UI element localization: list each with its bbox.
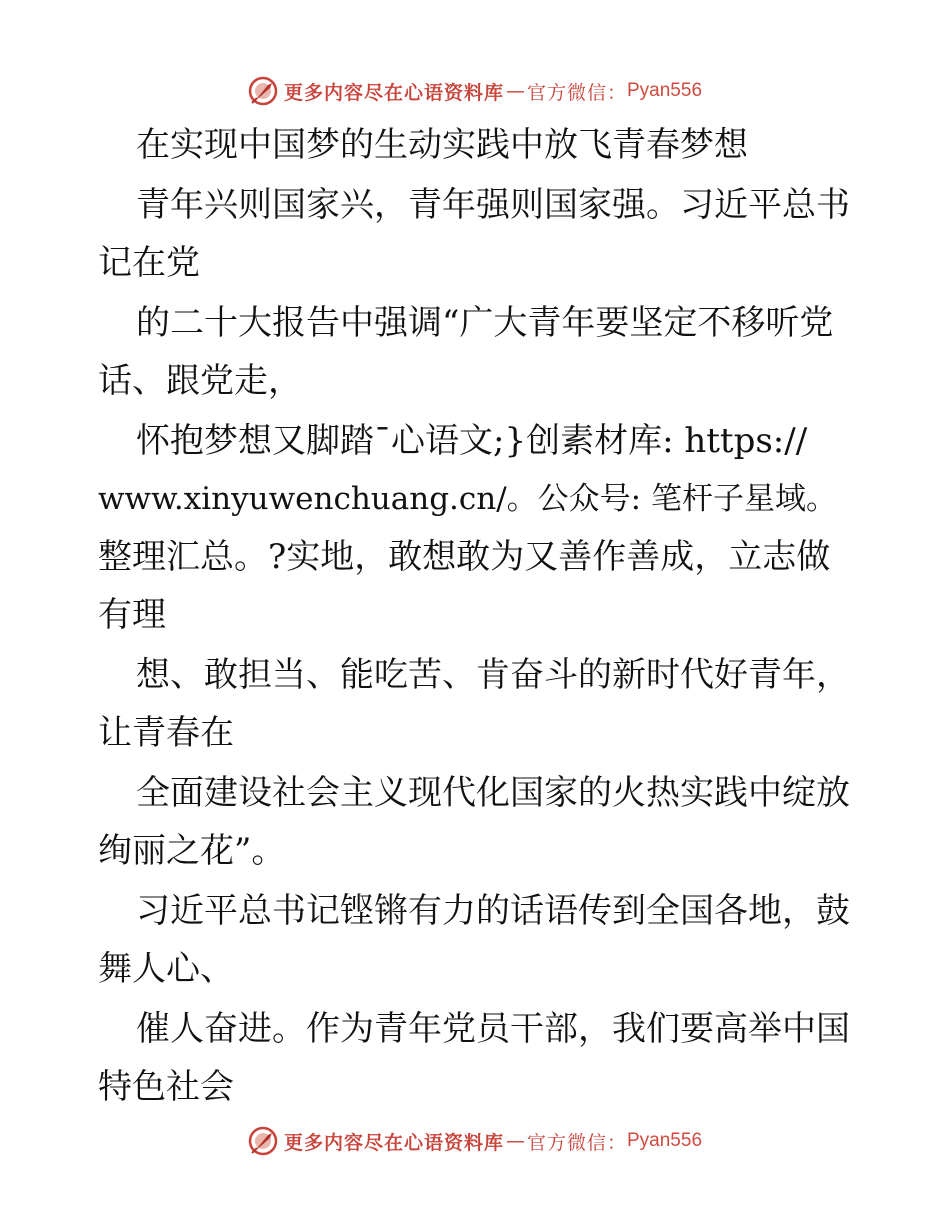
text-line: 在实现中国梦的生动实践中放飞青春梦想	[136, 125, 748, 165]
text-line: 记在党	[98, 243, 200, 283]
text-line: 全面建设社会主义现代化国家的火热实践中绽放	[136, 773, 850, 813]
text-line: 让青春在	[98, 713, 234, 753]
text-line: 青年兴则国家兴，青年强则国家强。习近平总书	[136, 185, 850, 225]
footer-banner	[0, 1121, 950, 1161]
footer-wechat-label: 官方微信：	[526, 1131, 627, 1154]
text-line: 的二十大报告中强调“广大青年要坚定不移听党	[136, 303, 834, 343]
text-line: 怀抱梦想又脚踏¯心语文;}创素材库: https://	[136, 421, 808, 461]
header-banner-text: 更多内容尽在心语资料库	[283, 81, 504, 104]
footer-wechat-id: Pyan556	[627, 1130, 703, 1151]
quill-logo-icon	[248, 76, 278, 106]
text-line: 想、敢担当、能吃苦、肯奋斗的新时代好青年，	[136, 655, 850, 695]
text-line: 特色社会	[98, 1067, 234, 1107]
header-banner-dash: —	[505, 80, 525, 102]
text-line: 有理	[98, 595, 166, 635]
text-line: 绚丽之花”。	[98, 831, 286, 871]
header-banner	[0, 71, 950, 111]
header-wechat-label: 官方微信：	[526, 81, 627, 104]
footer-banner-dash: —	[505, 1130, 525, 1152]
header-wechat-id: Pyan556	[627, 80, 703, 101]
footer-banner-text: 更多内容尽在心语资料库	[283, 1131, 504, 1154]
quill-logo-icon	[248, 1126, 278, 1156]
text-line: 习近平总书记铿锵有力的话语传到全国各地，鼓	[136, 891, 850, 931]
text-line: 催人奋进。作为青年党员干部，我们要高举中国	[136, 1009, 850, 1049]
text-line: www.xinyuwenchuang.cn/。公众号: 笔杆子星域。	[98, 481, 837, 517]
text-line: 整理汇总。?实地，敢想敢为又善作善成，立志做	[98, 537, 831, 577]
text-line: 舞人心、	[98, 949, 234, 989]
text-line: 话、跟党走，	[98, 361, 302, 401]
